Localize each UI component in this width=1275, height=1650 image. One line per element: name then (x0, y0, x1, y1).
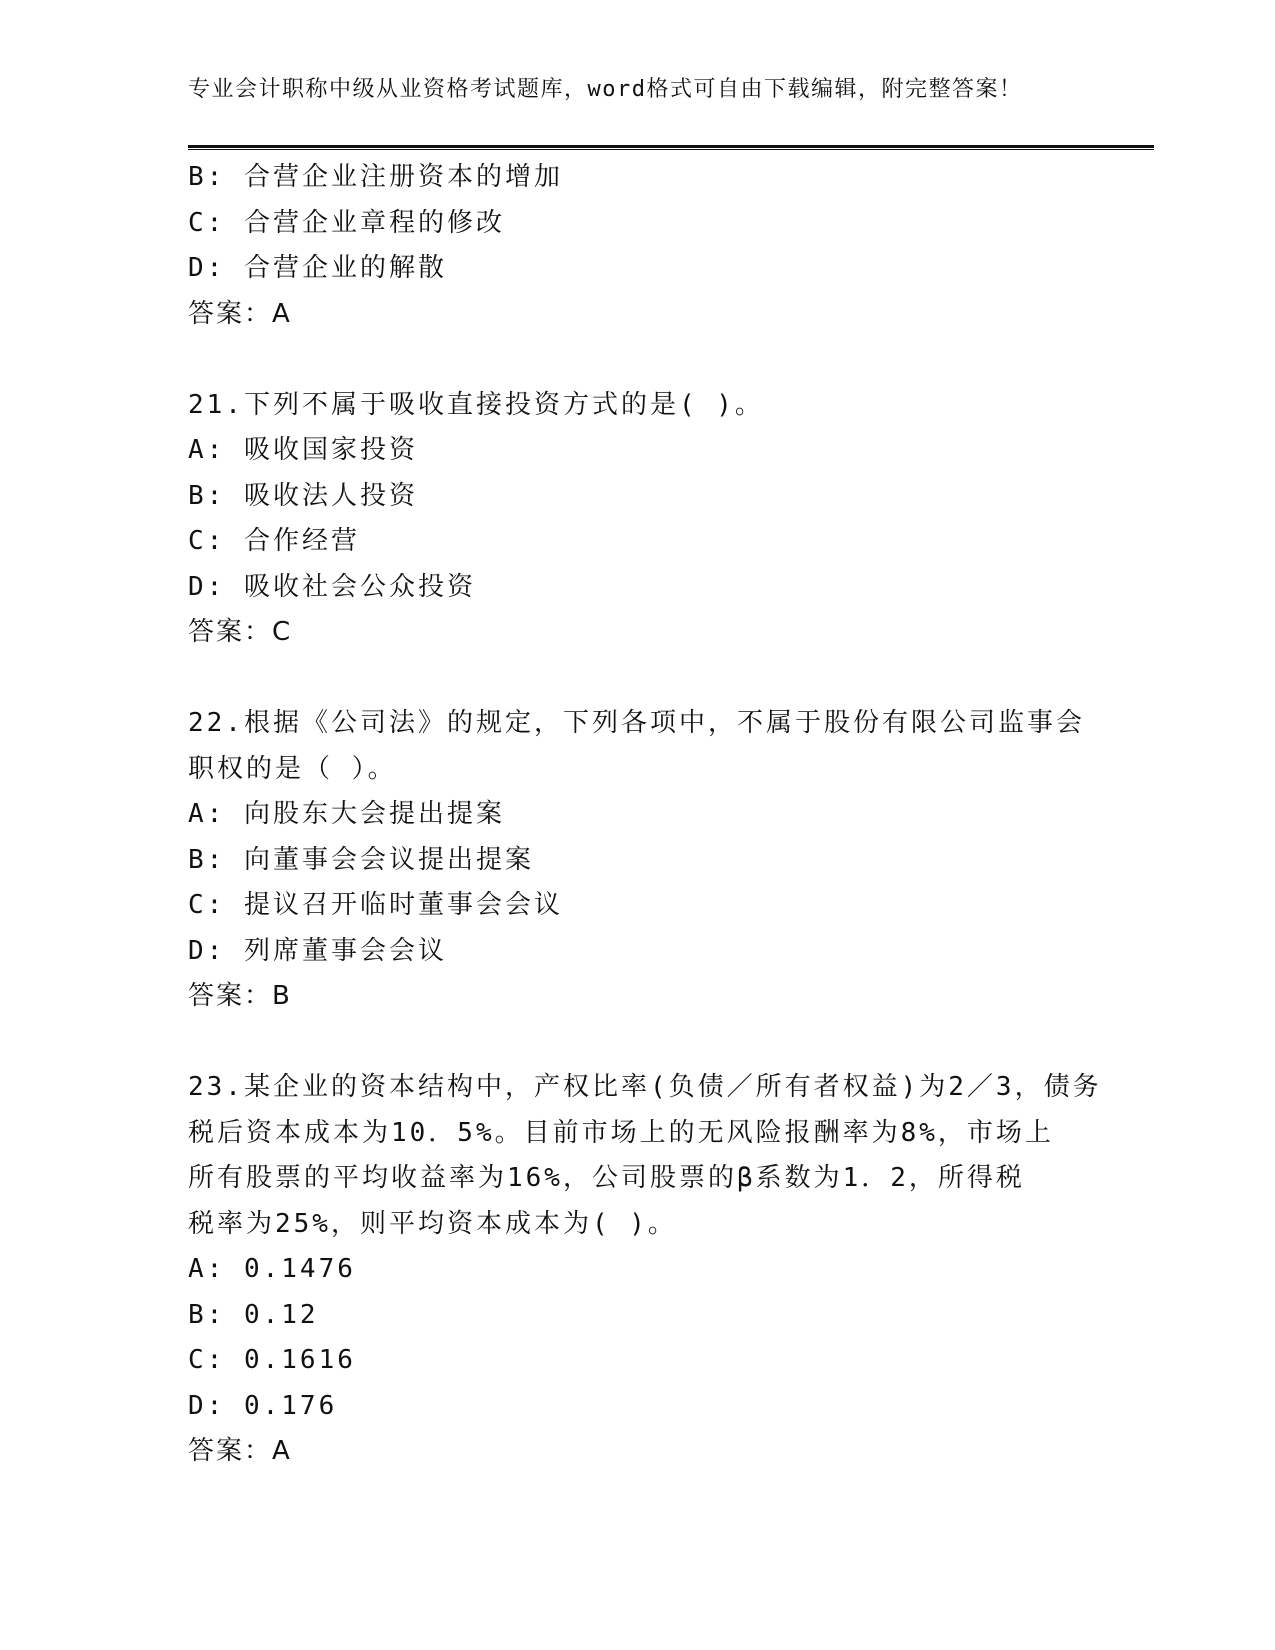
option-c: C: 0.1616 (188, 1345, 356, 1375)
question-23-block (188, 1065, 1102, 1475)
option-b: B: 合营企业注册资本的增加 (188, 162, 563, 192)
option-d: D: 列席董事会会议 (188, 935, 447, 966)
option-a: A: 吸收国家投资 (188, 435, 418, 465)
question-content (188, 155, 1102, 1475)
spacer (188, 656, 1088, 702)
option-c: C: 合营企业章程的修改 (188, 207, 505, 238)
question-20-block (188, 155, 1088, 337)
question-stem: 22.根据《公司法》的规定，下列各项中，不属于股份有限公司监事会 (188, 708, 1085, 738)
option-c: C: 合作经营 (188, 526, 360, 556)
question-stem: 所有股票的平均收益率为16%，公司股票的β系数为1．2，所得税 (188, 1163, 1025, 1193)
question-stem: 职权的是（ ）。 (188, 753, 397, 784)
option-b: B: 向董事会会议提出提案 (188, 844, 534, 875)
question-stem: 23.某企业的资本结构中，产权比率(负债／所有者权益)为2／3，债务 (188, 1072, 1102, 1102)
spacer (188, 1020, 1088, 1066)
answer: 答案：C (188, 617, 293, 647)
option-a: A: 向股东大会提出提案 (188, 799, 505, 829)
option-b: B: 0.12 (188, 1299, 319, 1330)
option-a: A: 0.1476 (188, 1254, 356, 1284)
question-22-block (188, 701, 1088, 1020)
question-stem: 税后资本成本为10．5%。目前市场上的无风险报酬率为8%，市场上 (188, 1117, 1054, 1148)
option-d: D: 合营企业的解散 (188, 253, 447, 283)
option-d: D: 吸收社会公众投资 (188, 571, 476, 602)
question-stem: 税率为25%，则平均资本成本为( )。 (188, 1208, 677, 1239)
spacer (188, 337, 1088, 383)
option-c: C: 提议召开临时董事会会议 (188, 890, 563, 920)
question-21-block (188, 383, 1088, 656)
answer: 答案：B (188, 981, 292, 1011)
header-rule (188, 145, 1154, 150)
page-header: 专业会计职称中级从业资格考试题库，word格式可自由下载编辑，附完整答案！ (188, 77, 1023, 102)
answer: 答案：A (188, 298, 292, 329)
answer: 答案：A (188, 1436, 292, 1466)
question-stem: 21.下列不属于吸收直接投资方式的是( )。 (188, 389, 764, 420)
option-d: D: 0.176 (188, 1390, 338, 1421)
option-b: B: 吸收法人投资 (188, 480, 418, 511)
